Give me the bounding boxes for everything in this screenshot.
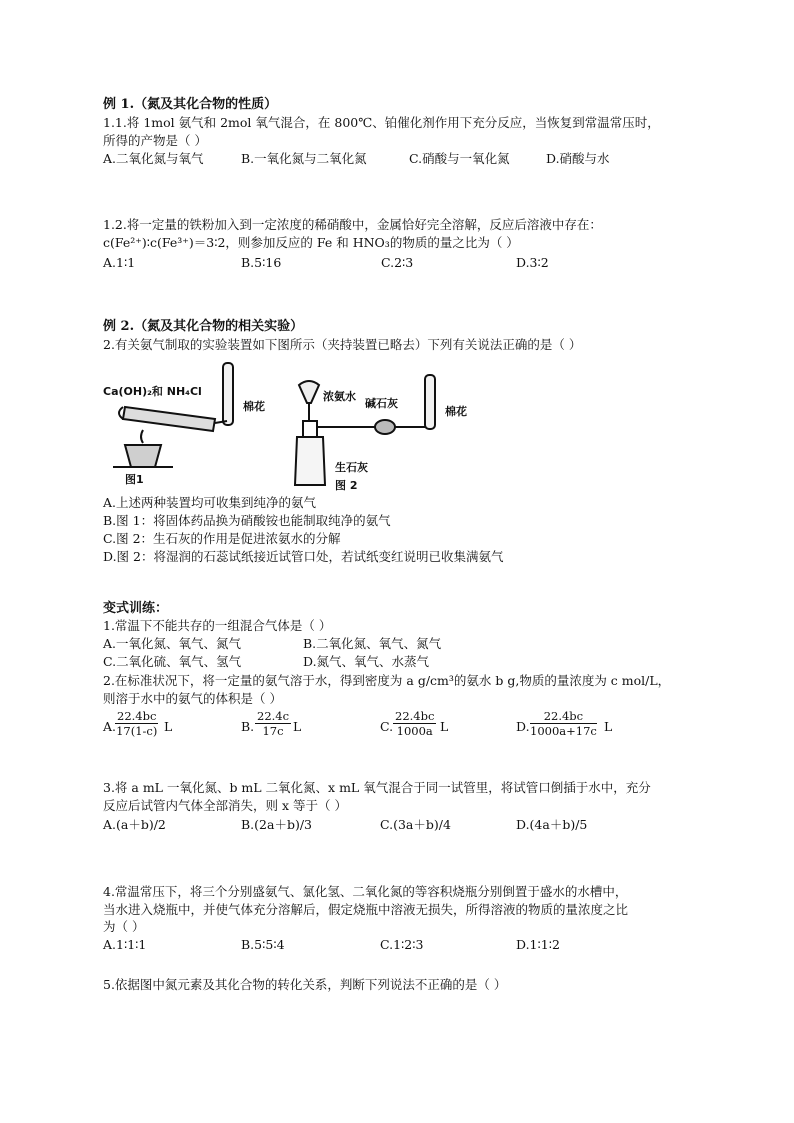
option-d: D.图 2：将湿润的石蕊试纸接近试管口处，若试纸变红说明已收集满氨气 <box>103 549 504 564</box>
option-d-unit: L <box>604 719 613 734</box>
option-a-fraction <box>115 709 158 739</box>
option-b: B.二氧化氮、氧气、氮气 <box>303 636 442 651</box>
option-b-unit: L <box>293 719 302 734</box>
figure-1-label: 图1 <box>125 473 144 486</box>
option-d-letter: D. <box>516 719 530 734</box>
drill-question-3-line2: 反应后试管内气体全部消失，则 x 等于（ ） <box>103 798 347 813</box>
soda-lime-label: 碱石灰 <box>365 397 398 410</box>
question-1-1-line1: 1.1.将 1mol 氨气和 2mol 氧气混合，在 800℃、铂催化剂作用下充分反应，当恢复到常温常压时， <box>103 115 660 130</box>
option-c: C.二氧化硫、氧气、氢气 <box>103 654 242 669</box>
drill-question-4-line2: 当水进入烧瓶中，并使气体充分溶解后，假定烧瓶中溶液无损失，所得溶液的物质的量浓度之比 <box>103 902 629 917</box>
separatory-funnel <box>299 381 319 421</box>
denominator: 17c <box>262 724 284 738</box>
drill-question-2-line1: 2.在标准状况下，将一定量的氨气溶于水，得到密度为 a g/cm³的氨水 b g,物质的量浓度为 c mol/L， <box>103 673 671 688</box>
option-b: B.5∶16 <box>241 255 282 270</box>
option-b: B.一氧化氮与二氧化氮 <box>241 151 367 166</box>
option-a: A.二氧化氮与氧气 <box>103 151 204 166</box>
option-c: C.2∶3 <box>381 255 414 270</box>
flask <box>295 421 325 485</box>
cotton-label-2: 棉花 <box>445 405 467 418</box>
option-b: B.5∶5∶4 <box>241 937 285 952</box>
option-d: D.3∶2 <box>516 255 549 270</box>
option-c: C.图 2：生石灰的作用是促进浓氨水的分解 <box>103 531 341 546</box>
option-d: D.硝酸与水 <box>546 151 610 166</box>
denominator: 1000a+17c <box>530 724 597 738</box>
drill-question-5: 5.依据图中氮元素及其化合物的转化关系，判断下列说法不正确的是（ ） <box>103 977 507 992</box>
reagent-label: Ca(OH)₂和 NH₄Cl <box>103 385 202 398</box>
option-d: D.1∶1∶2 <box>516 937 560 952</box>
question-1-1-line2: 所得的产物是（ ） <box>103 133 207 148</box>
quicklime-label: 生石灰 <box>335 461 368 474</box>
denominator: 1000a <box>396 724 433 738</box>
option-a: A.一氧化氮、氧气、氮气 <box>103 636 242 651</box>
denominator: 17(1-c) <box>116 724 158 738</box>
option-a-unit: L <box>164 719 173 734</box>
drill-question-4-line3: 为（ ） <box>103 919 145 934</box>
figure-2-label: 图 2 <box>335 479 358 492</box>
ammonia-water-label: 浓氨水 <box>323 390 356 403</box>
drill-question-1: 1.常温下不能共存的一组混合气体是（ ） <box>103 618 332 633</box>
question-1-2-line1: 1.2.将一定量的铁粉加入到一定浓度的稀硝酸中，金属恰好完全溶解，反应后溶液中存在： <box>103 217 602 232</box>
option-a: A.(a＋b)/2 <box>103 817 166 832</box>
option-d: D.(4a＋b)/5 <box>516 817 588 832</box>
drill-question-2-line2: 则溶于水中的氨气的体积是（ ） <box>103 691 282 706</box>
ammonia-apparatus-figure <box>103 355 513 495</box>
option-b: B.(2a＋b)/3 <box>241 817 312 832</box>
option-d-fraction <box>530 709 597 739</box>
drill-question-4-line1: 4.常温常压下，将三个分别盛氨气、氯化氢、二氧化氮的等容积烧瓶分别倒置于盛水的水槽中， <box>103 884 628 899</box>
option-c: C.(3a＋b)/4 <box>380 817 451 832</box>
option-c-fraction <box>393 709 436 739</box>
question-2-line: 2.有关氨气制取的实验装置如下图所示（夹持装置已略去）下列有关说法正确的是（ ） <box>103 337 582 352</box>
example2-heading: 例 2.（氮及其化合物的相关实验） <box>103 319 304 334</box>
drill-question-3-line1: 3.将 a mL 一氧化氮、b mL 二氧化氮、x mL 氧气混合于同一试管里，将试管口倒插于水中，充分 <box>103 780 651 795</box>
option-b-letter: B. <box>241 719 255 734</box>
option-c: C.硝酸与一氧化氮 <box>409 151 510 166</box>
option-a: A.1∶1 <box>103 255 136 270</box>
drill-heading: 变式训练： <box>103 601 169 616</box>
collecting-tube-2 <box>425 375 435 429</box>
option-c-unit: L <box>440 719 449 734</box>
cotton-label-1: 棉花 <box>243 400 265 413</box>
alcohol-lamp <box>113 430 173 467</box>
numerator: 22.4bc <box>530 709 597 724</box>
option-d: D.氮气、氧气、水蒸气 <box>303 654 430 669</box>
option-a: A.上述两种装置均可收集到纯净的氨气 <box>103 495 317 510</box>
option-b-fraction <box>255 709 291 739</box>
option-b: B.图 1：将固体药品换为硝酸铵也能制取纯净的氨气 <box>103 513 391 528</box>
example1-heading: 例 1.（氮及其化合物的性质） <box>103 97 278 112</box>
drying-tube <box>317 420 425 434</box>
question-1-2-line2: c(Fe²⁺)∶c(Fe³⁺)＝3∶2，则参加反应的 Fe 和 HNO₃的物质的量之比为（ ） <box>103 235 519 250</box>
numerator: 22.4bc <box>395 709 435 723</box>
option-a: A.1∶1∶1 <box>103 937 147 952</box>
option-c-letter: C. <box>380 719 394 734</box>
heated-test-tube <box>119 407 215 431</box>
numerator: 22.4bc <box>117 709 157 723</box>
collecting-tube-1 <box>215 363 233 425</box>
option-c: C.1∶2∶3 <box>380 937 424 952</box>
numerator: 22.4c <box>257 709 290 723</box>
option-a-letter: A. <box>103 719 117 734</box>
